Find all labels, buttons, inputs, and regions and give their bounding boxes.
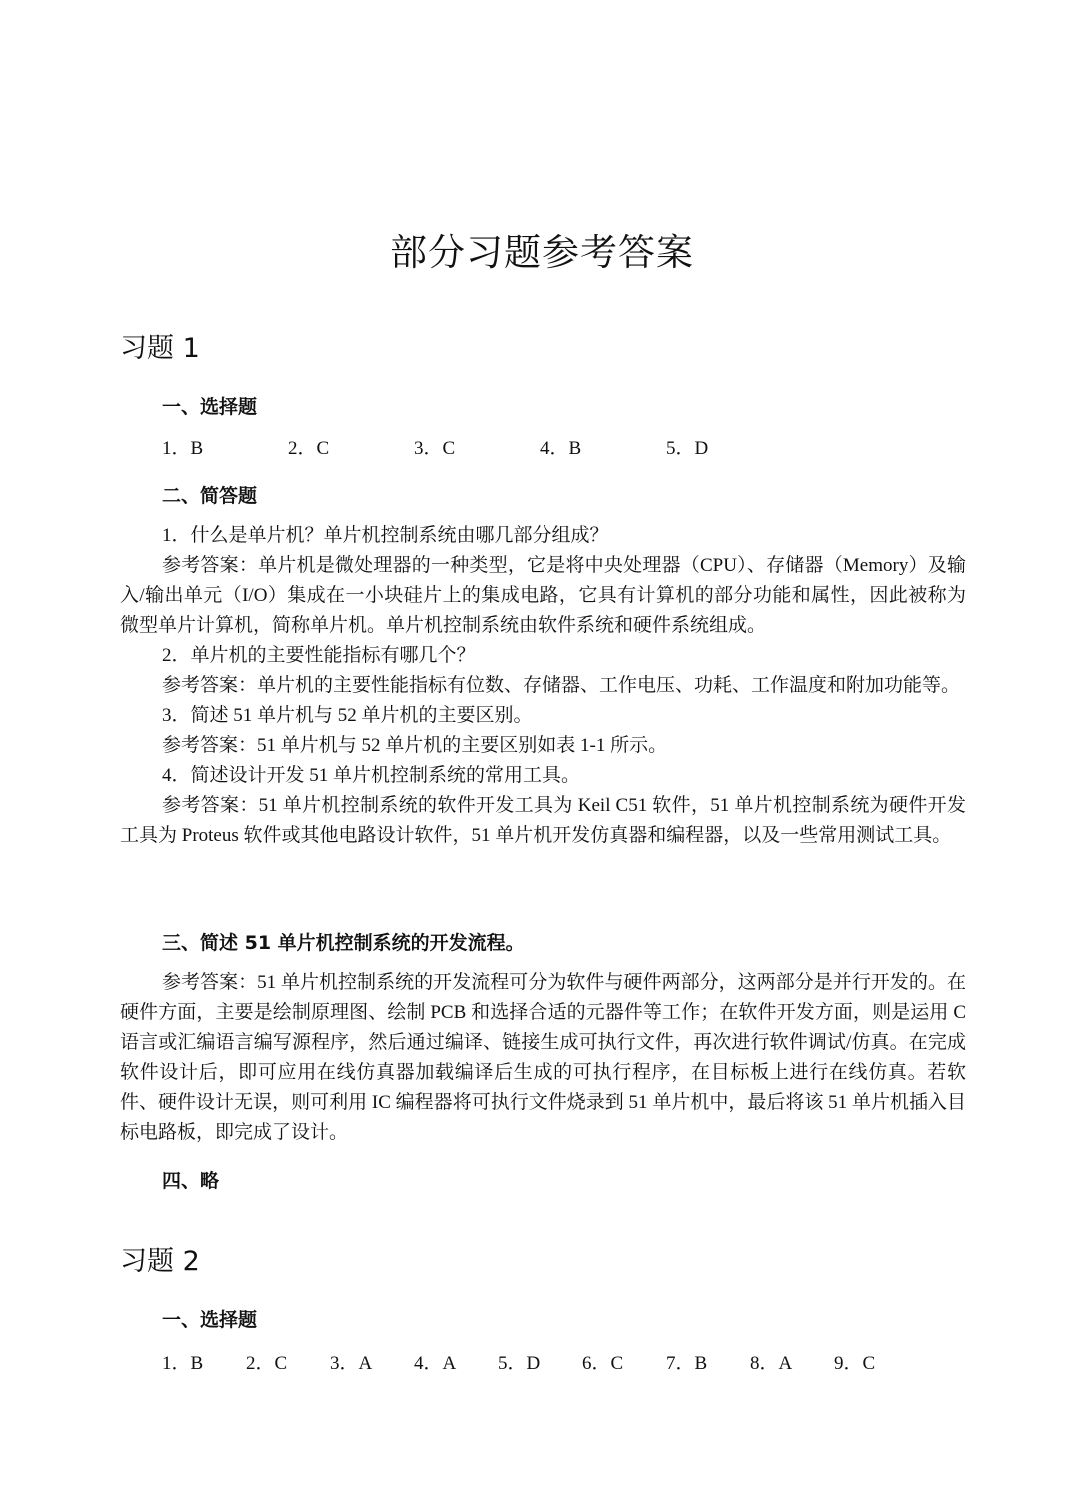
chapter-1-choice-answers: [162, 435, 792, 463]
section-3-answer: 参考答案：51 单片机控制系统的开发流程可分为软件与硬件两部分，这两部分是并行开发的。在硬件方面，主要是绘制原理图、绘制 PCB 和选择合适的元器件等工作；在软件开发方面，则是运用 C 语言或汇编语言编写源程序，然后通过编译、链接生成可执行文件，再次进行软件调试/仿真。在完成软件设计后，即可应用在线仿真器加载编译后生成的可执行程序，在目标板上进行在线仿真。若软件、硬件设计无误，则可利用 IC 编程器将可执行文件烧录到 51 单片机中，最后将该 51 单片机插入目标电路板，即完成了设计。: [120, 972, 966, 1143]
chapter-2-choice-answers: [162, 1350, 918, 1378]
document-title: 部分习题参考答案: [390, 231, 694, 274]
answer-1: 参考答案：单片机是微处理器的一种类型，它是将中央处理器（CPU）、存储器（Memory）及输入/输出单元（I/O）集成在一小块硅片上的集成电路，它具有计算机的部分功能和属性，因此被称为微型单片计算机，简称单片机。单片机控制系统由软件系统和硬件系统组成。: [120, 555, 966, 636]
chapter-1-section-3: 三、简述 51 单片机控制系统的开发流程。: [162, 932, 525, 954]
choice-answer: 2．C: [288, 438, 330, 459]
question-2: 2．单片机的主要性能指标有哪几个？: [162, 645, 476, 666]
choice-answer: 1．B: [162, 1353, 204, 1374]
choice-answer: 8．A: [750, 1353, 793, 1374]
choice-answer: 4．B: [540, 438, 582, 459]
chapter-1-section-4: 四、略: [162, 1170, 220, 1192]
choice-answer: 7．B: [666, 1353, 708, 1374]
answer-4: 参考答案：51 单片机控制系统的软件开发工具为 Keil C51 软件，51 单片机控制系统为硬件开发工具为 Proteus 软件或其他电路设计软件，51 单片机开发仿真器和编程器，以及一些常用测试工具。: [120, 795, 966, 846]
choice-answer: 6．C: [582, 1353, 624, 1374]
answer-2: 参考答案：单片机的主要性能指标有位数、存储器、工作电压、功耗、工作温度和附加功能等。: [162, 675, 961, 696]
choice-answer: 5．D: [666, 438, 709, 459]
chapter-1-heading: 习题 1: [120, 333, 200, 364]
choice-answer: 5．D: [498, 1353, 541, 1374]
choice-answer: 3．A: [330, 1353, 373, 1374]
choice-answer: 4．A: [414, 1353, 457, 1374]
choice-answer: 3．C: [414, 438, 456, 459]
chapter-2-section-choice: 一、选择题: [162, 1309, 258, 1331]
question-3: 3．简述 51 单片机与 52 单片机的主要区别。: [162, 705, 533, 726]
choice-answer: 9．C: [834, 1353, 876, 1374]
choice-answer: 1．B: [162, 438, 204, 459]
answer-3: 参考答案：51 单片机与 52 单片机的主要区别如表 1-1 所示。: [162, 735, 668, 756]
chapter-1-section-3-answer-block: [120, 968, 966, 1148]
choice-answer: 2．C: [246, 1353, 288, 1374]
chapter-1-section-choice: 一、选择题: [162, 396, 258, 418]
chapter-2-heading: 习题 2: [120, 1246, 200, 1277]
chapter-1-short-answer-block: [120, 521, 966, 851]
question-4: 4．简述设计开发 51 单片机控制系统的常用工具。: [162, 765, 581, 786]
question-1: 1．什么是单片机？单片机控制系统由哪几部分组成？: [162, 525, 609, 546]
chapter-1-section-short-answer: 二、简答题: [162, 485, 258, 507]
